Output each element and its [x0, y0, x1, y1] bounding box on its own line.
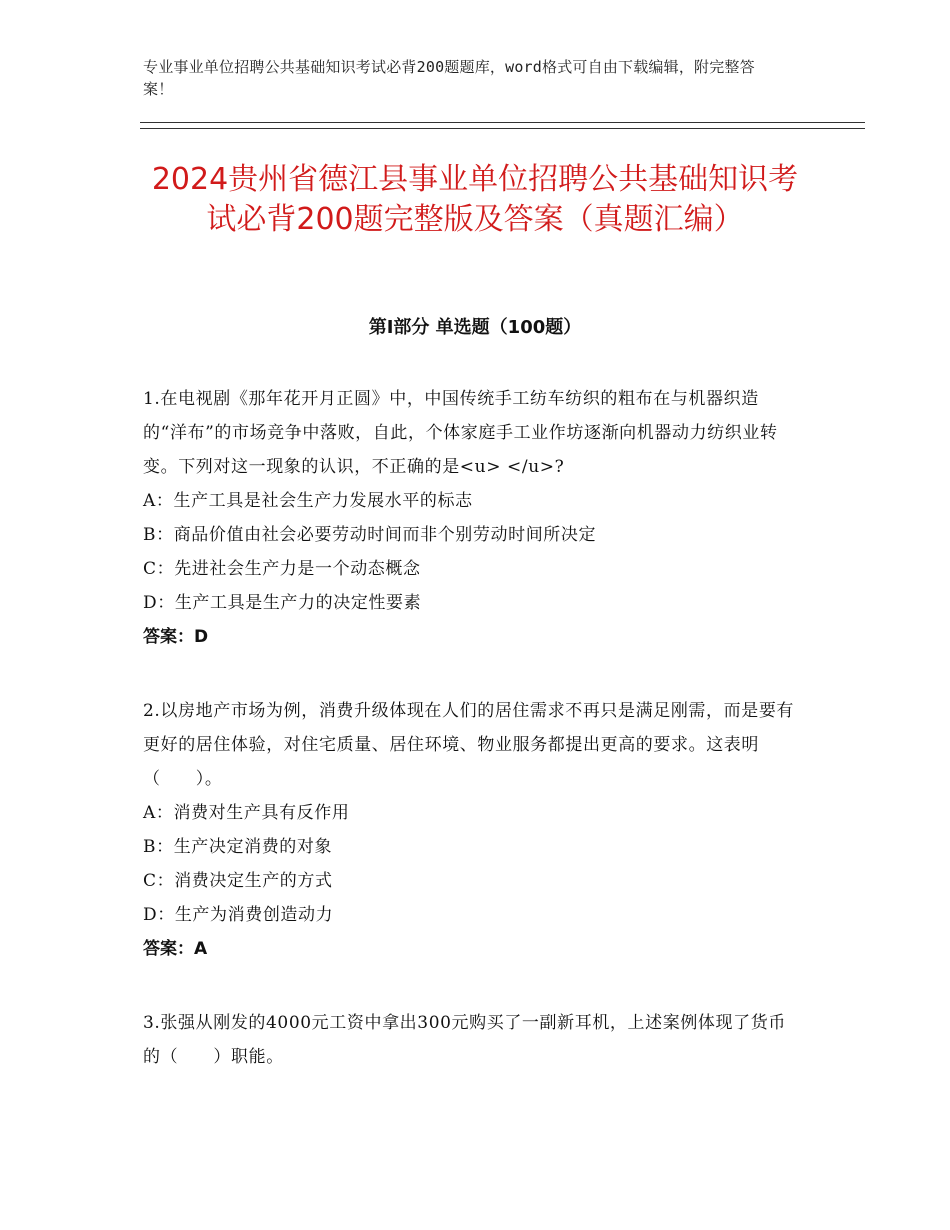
question-stem: 1.在电视剧《那年花开月正圆》中，中国传统手工纺车纺织的粗布在与机器织造的“洋布”的市场竞争中落败，自此，个体家庭手工业作坊逐渐向机器动力纺织业转变。下列对这一现象的认识，不正确的是<u> </u>? — [143, 389, 778, 477]
answer: 答案：A — [143, 939, 208, 959]
document-title: 2024贵州省德江县事业单位招聘公共基础知识考试必背200题完整版及答案（真题汇编） — [151, 162, 799, 237]
question-stem: 2.以房地产市场为例，消费升级体现在人们的居住需求不再只是满足刚需，而是要有更好的居住体验，对住宅质量、居住环境、物业服务都提出更高的要求。这表明（ ）。 — [143, 701, 795, 789]
answer: 答案：D — [143, 627, 209, 647]
question-stem: 3.张强从刚发的4000元工资中拿出300元购买了一副新耳机，上述案例体现了货币的（ ）职能。 — [143, 1013, 786, 1067]
question-3 — [143, 1006, 803, 1074]
question-list — [143, 382, 803, 1114]
question-1 — [143, 382, 803, 654]
question-2 — [143, 694, 803, 966]
option-a: A：消费对生产具有反作用 — [143, 803, 350, 823]
option-d: D：生产为消费创造动力 — [143, 905, 334, 925]
option-c: C：先进社会生产力是一个动态概念 — [143, 559, 421, 579]
option-b: B：生产决定消费的对象 — [143, 837, 333, 857]
section-title: 第Ⅰ部分 单选题（100题） — [368, 317, 582, 338]
header-divider — [140, 122, 865, 129]
option-a: A：生产工具是社会生产力发展水平的标志 — [143, 491, 473, 511]
option-b: B：商品价值由社会必要劳动时间而非个别劳动时间所决定 — [143, 525, 597, 545]
option-d: D：生产工具是生产力的决定性要素 — [143, 593, 422, 613]
option-c: C：消费决定生产的方式 — [143, 871, 333, 891]
header-note: 专业事业单位招聘公共基础知识考试必背200题题库，word格式可自由下载编辑，附完整答案！ — [143, 58, 755, 98]
